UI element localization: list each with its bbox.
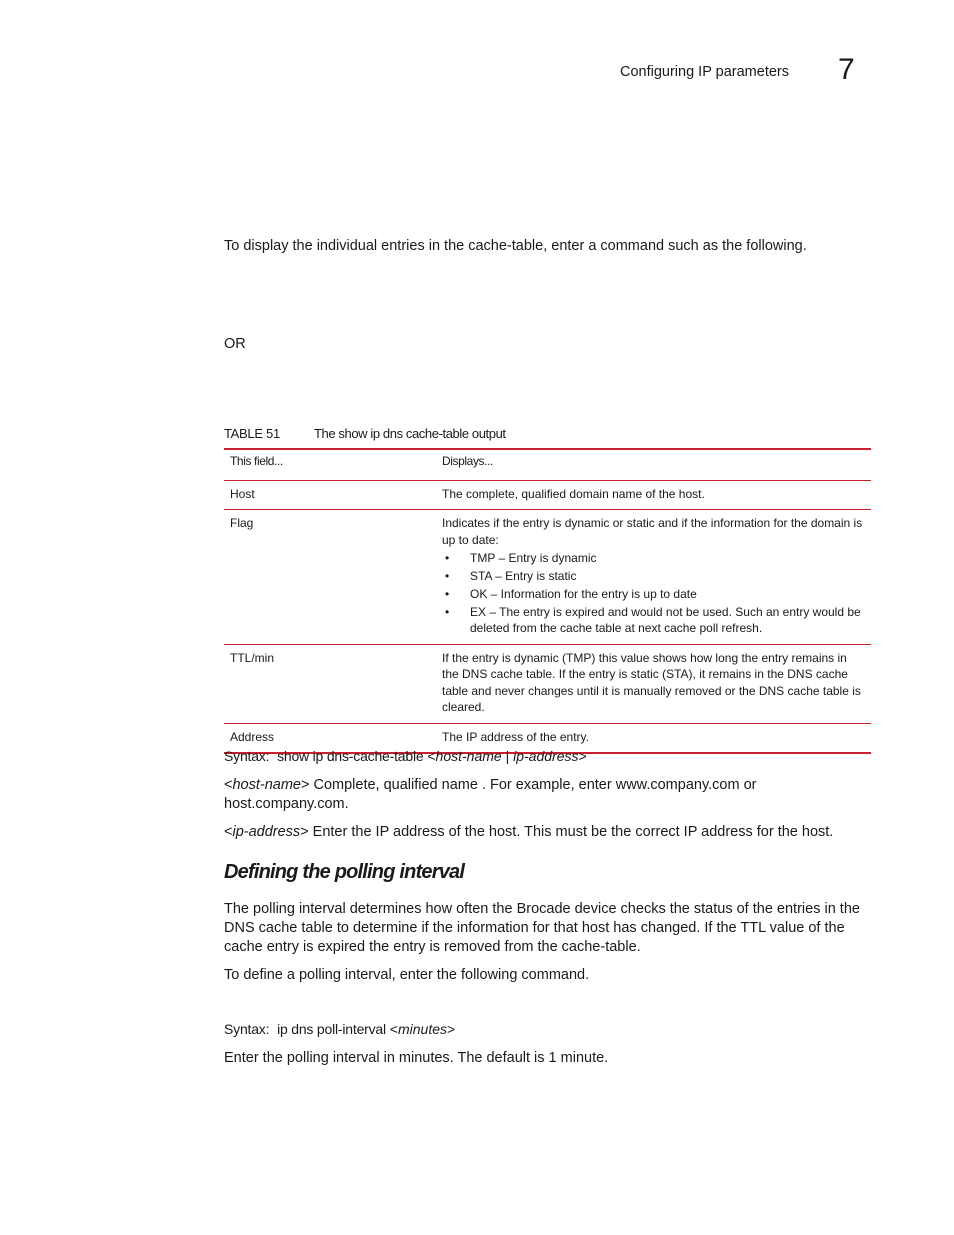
bullet-text: TMP – Entry is dynamic	[470, 550, 597, 565]
list-item	[442, 568, 865, 585]
bullet-text: OK – Information for the entry is up to date	[470, 586, 697, 601]
bullet-text: EX – The entry is expired and would not be used. Such an entry would be deleted from the cache table at next cache poll refresh.	[470, 604, 861, 635]
syntax-command: ip dns poll-interval	[277, 1021, 386, 1037]
param-ip-address: <ip-address> Enter the IP address of the host. This must be the correct IP address for the host.	[224, 824, 834, 840]
chapter-number: 7	[838, 53, 855, 86]
bullet-text: STA – Entry is static	[470, 568, 577, 583]
param-ip-address-label: ip-address	[232, 824, 301, 840]
section-heading: Defining the polling interval	[224, 861, 465, 883]
param-ip-address-text: Enter the IP address of the host. This must be the correct IP address for the host.	[308, 824, 834, 840]
table-cell-field: Host	[230, 486, 255, 501]
cache-table-output-table	[224, 448, 871, 754]
table-row	[224, 510, 871, 645]
syntax-arg-ip-address: ip-address	[513, 748, 579, 764]
polling-instruction: To define a polling interval, enter the following command.	[224, 967, 590, 983]
syntax-lt: <	[427, 748, 436, 764]
polling-paragraph: The polling interval determines how often the Brocade device checks the status of the entries in the DNS cache table to determine if the information for that host has changed. If the TTL value of the cache entry is expired the entry is removed from the cache-table.	[224, 901, 860, 955]
table-caption-number: TABLE 51	[224, 426, 280, 441]
bullet-icon: •	[445, 604, 450, 619]
syntax-arg-host-name: host-name	[435, 748, 502, 764]
table-cell-desc: If the entry is dynamic (TMP) this value shows how long the entry remains in the DNS cache table. If the entry is static (STA), it remains in the DNS cache table and never changes until it is manually removed or the DNS cache table is cleared.	[442, 650, 861, 714]
table-row	[224, 481, 871, 511]
table-header-displays: Displays...	[442, 454, 493, 468]
syntax-separator: |	[501, 748, 514, 764]
param-host-name-text: Complete, qualified name . For example, enter www.company.com or host.company.com.	[224, 777, 757, 812]
table-cell-field: Flag	[230, 516, 254, 530]
syntax-label: Syntax:	[224, 748, 270, 764]
table-cell-desc	[436, 510, 871, 644]
intro-paragraph: To display the individual entries in the cache-table, enter a command such as the following.	[224, 238, 807, 254]
bullet-icon: •	[445, 568, 450, 583]
syntax-arg-minutes: minutes	[398, 1021, 448, 1037]
syntax-label: Syntax:	[224, 1021, 270, 1037]
bullet-icon: •	[445, 586, 450, 601]
table-caption	[224, 426, 506, 441]
syntax-gt: >	[578, 748, 587, 764]
table-caption-title: The show ip dns cache-table output	[314, 426, 506, 441]
list-item	[442, 604, 865, 637]
running-header: Configuring IP parameters	[620, 64, 789, 80]
table-header-field: This field...	[230, 454, 283, 468]
bullet-icon: •	[445, 550, 450, 565]
syntax-poll-interval: Syntax: ip dns poll-interval <minutes>	[224, 1021, 456, 1037]
list-item	[442, 550, 865, 567]
list-item	[442, 586, 865, 603]
final-paragraph: Enter the polling interval in minutes. The default is 1 minute.	[224, 1050, 609, 1066]
or-text: OR	[224, 336, 246, 352]
table-cell-field: Address	[230, 729, 275, 744]
flag-description: Indicates if the entry is dynamic or static and if the information for the domain is up to date:	[442, 516, 863, 547]
table-row	[224, 645, 871, 724]
param-host-name: <host-name> Complete, qualified name . For example, enter www.company.com or host.company.com.	[224, 777, 757, 812]
table-header-row	[224, 450, 871, 481]
table-cell-field: TTL/min	[230, 650, 275, 665]
table-cell-desc: The IP address of the entry.	[442, 729, 589, 744]
syntax-show-cache-table	[224, 748, 587, 764]
syntax-command: show ip dns-cache-table	[277, 748, 424, 764]
param-host-name-label: host-name	[232, 777, 301, 793]
table-cell-desc: The complete, qualified domain name of the host.	[442, 486, 705, 501]
